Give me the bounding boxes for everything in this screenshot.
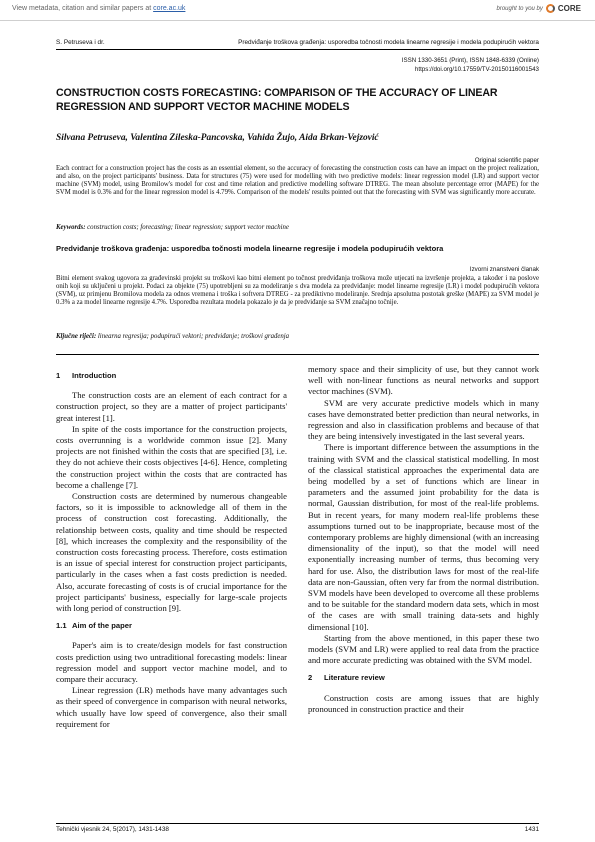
paper-type-en: Original scientific paper — [474, 157, 539, 164]
abstract-hr: Bitni element svakog ugovora za građevinski projekt su troškovi kao bitni element po točnost predviđanja troškova može utjecati na izvršenje projekta, a također i na poslove onih koji su uključeni u projekt. Podaci za objekte (75) upotrebljeni su za modeliranje s dva modela za predviđanje: model linearne regresije (LR) i model podupirućih vektora (SVM), uz primjenu Bromilova modela za odnos vremena i troška i softvera DTREG - za prediktivno modeliranje. Srednja apsolutna postotak greške (MAPE) za SVM model je 0.3% a za model linearne regresije 4.7%. Usporedba rezultata modela pokazalo je da je predviđanje sa SVM značajno točnije. — [56, 275, 539, 306]
paragraph: Starting from the above mentioned, in this paper these two models (SVM and LR) were applied to real data from the practice and more accurate predicting was obtained with the SVM model. — [308, 632, 539, 666]
keywords-en — [56, 224, 539, 232]
section-heading-introduction — [56, 370, 287, 381]
header-rule — [56, 49, 539, 50]
paragraph: Construction costs are determined by numerous changeable factors, so it is impossible to acknowledge all of them in the process of construction cost forecasting. Additionally, the relationship between costs, quality and time should be respected [8], which increases the complexity and the responsibility of the construction costs forecasting process. Therefore, costs estimation is an issue of special interest for construction project participants, particularly in the cases when a fast costs prediction is needed. Also, accurate forecasting of costs is of crucial importance for the project participants' business, especially for large-scale projects with long period of construction [9]. — [56, 491, 287, 614]
issn: ISSN 1330-3651 (Print), ISSN 1848-6339 (Online) — [401, 57, 539, 64]
right-column — [308, 364, 539, 715]
left-column — [56, 364, 287, 730]
footer-rule — [56, 823, 539, 824]
core-banner — [0, 0, 595, 21]
abstract-en: Each contract for a construction project has the costs as an essential element, so the accuracy of forecasting the construction costs can have an impact on the project realization, and also, on the project participants' business. Data for structures (75) were used for modelling with two predictive models: linear regression model (LR) and support vector machine (SVM) model, using Bromilow's model for cost and time relation and predictive modelling software DTREG. The mean absolute percentage error (MAPE) for the SVM model is 0.3% and for the linear regression model is 4.79%. Comparison of the models' results pointed out that the forecasting with SVM was significantly more accurate. — [56, 165, 539, 196]
journal-citation: Tehnički vjesnik 24, 5(2017), 1431-1438 — [56, 826, 169, 833]
paragraph: SVM are very accurate predictive models which in many cases have demonstrated better prediction than neural networks, in regression and also in classification problems and because of that they are being intensively investigated in the last several years. — [308, 397, 539, 442]
core-logo-icon — [546, 4, 555, 13]
doi-link[interactable]: https://doi.org/10.17559/TV-20150116001543 — [414, 66, 539, 73]
section-rule — [56, 354, 539, 355]
core-metadata-link[interactable] — [12, 5, 185, 12]
core-brand[interactable] — [497, 4, 582, 13]
section-title: Literature review — [324, 673, 385, 683]
section-number: 1 — [56, 371, 61, 380]
core-brand-name: CORE — [557, 4, 581, 13]
paragraph: There is important difference between the assumptions in the training with SVM and the classical statistical modelling. In most of the classical statistical approaches the experimental data are being modelled by a set of functions which are linear in parameters and the assumed joint probability for the data is normal, Gaussian distribution, for most of the real-life problems. But in recent years, for many modern real-life problems these assumptions turned out to be inappropriate, because most of the contemporary problems are highly dimensional (with an increasing dimensionality of the input), so that the model will need exponentially increasing number of terms, thus becoming very hard for use. Also, the distribution laws for most of the real-life data are non-Gaussian, often very far from the normal distribution. SVM models have been developed to overcome all these problems and to be suitable for the standard modern data sets, which in most of the cases are with small training data-sets and highly dimensional [10]. — [308, 442, 539, 632]
journal-identifiers — [402, 56, 539, 74]
keywords-hr-text: linearna regresija; podupirući vektori; predviđanje; troškovi građenja — [96, 333, 290, 340]
section-number: 2 — [308, 673, 313, 683]
paragraph: Paper's aim is to create/design models for fast construction costs prediction using two untraditional forecasting models: linear regression model and support vector machine model, and to compare their accuracy. — [56, 640, 287, 685]
paragraph: The construction costs are an element of each contract for a construction project, so they are a matter of project participants' great interest [1]. — [56, 390, 287, 423]
running-header-title: Predviđanje troškova građenja: usporedba točnosti modela linearne regresije i modela podupirućih vektora — [238, 39, 539, 46]
paragraph: memory space and their simplicity of use, but they cannot work well with non-linear functions as neural networks and support vector machines (SVM). — [308, 364, 539, 397]
keywords-hr-label: Ključne riječi: — [56, 333, 97, 340]
running-header-authors: S. Petruseva i dr. — [56, 39, 105, 46]
section-heading-aim — [56, 620, 287, 631]
author-list: Silvana Petruseva, Valentina Zileska-Pancovska, Vahida Žujo, Aida Brkan-Vejzović — [56, 133, 379, 143]
core-link-prefix: View metadata, citation and similar papers at — [12, 5, 154, 12]
keywords-en-label: Keywords: — [56, 224, 86, 231]
paragraph: In spite of the costs importance for the construction projects, costs overrunning is a worldwide common issue [2]. Many projects are not finished within the costs that are specified [3], i.e. they do not achieve their costs objectives [4-6]. Hence, completing the construction project within the costs that are contracted has become a challenge [7]. — [56, 423, 287, 490]
core-brought-text: brought to you by — [496, 5, 543, 12]
keywords-hr — [56, 333, 539, 341]
page-number: 1431 — [524, 826, 539, 833]
paper-type-hr: Izvorni znanstveni članak — [469, 266, 539, 273]
core-link-text[interactable]: core.ac.uk — [153, 5, 186, 12]
title-croatian: Predviđanje troškova građenja: usporedba točnosti modela linearne regresije i modela podupirućih vektora — [56, 244, 444, 253]
section-title: Introduction — [72, 371, 117, 380]
section-title: Aim of the paper — [72, 621, 132, 631]
page-footer — [56, 826, 539, 833]
section-heading-literature — [308, 672, 539, 683]
paragraph: Linear regression (LR) methods have many advantages such as their speed of convergence in comparison with neural networks, which usually have low speed of convergence, also their small requirement for — [56, 685, 287, 729]
running-header — [56, 39, 539, 46]
keywords-en-text: construction costs; forecasting; linear regression; support vector machine — [85, 224, 289, 231]
section-number: 1.1 — [56, 621, 67, 631]
paragraph: Construction costs are among issues that are highly pronounced in construction practice and their — [308, 692, 539, 714]
paper-title: CONSTRUCTION COSTS FORECASTING: COMPARISON OF THE ACCURACY OF LINEAR REGRESSION AND SUPPORT VECTOR MACHINE MODELS — [56, 87, 498, 113]
